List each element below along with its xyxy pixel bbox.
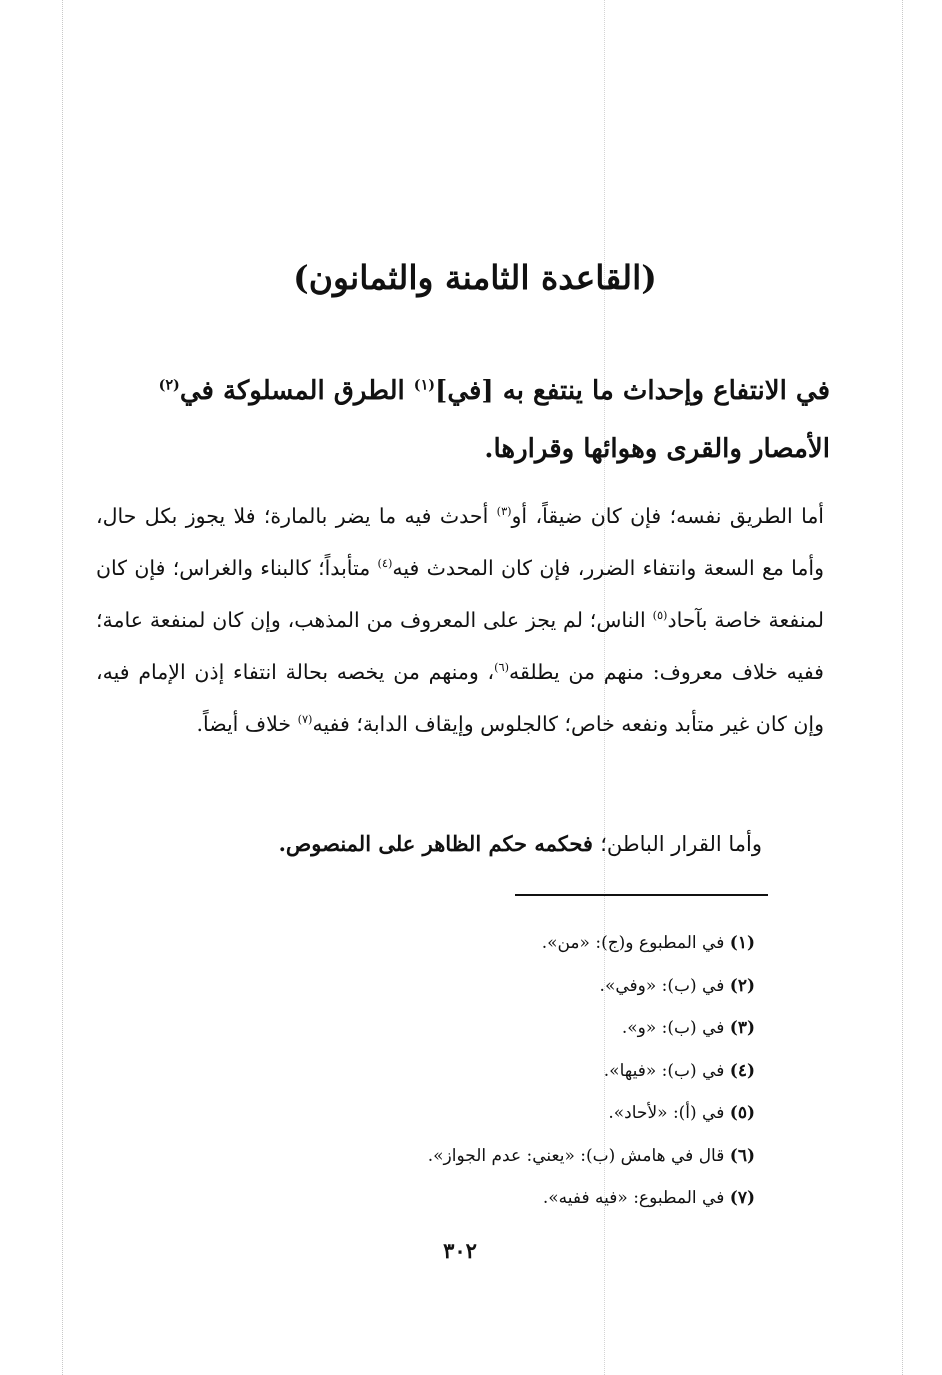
footnote-item — [230, 965, 755, 1008]
footnote-number: (٥) — [729, 1103, 755, 1123]
rule-text-part: الطرق المسلوكة في — [179, 376, 414, 406]
footnote-text: في (ب): «و». — [621, 1018, 730, 1038]
footnote-number: (٤) — [729, 1060, 755, 1081]
footnote-number: (٧) — [729, 1188, 755, 1208]
body-text-part: خلاف أيضاً. — [196, 712, 298, 736]
footnote-item — [230, 1007, 755, 1050]
rule-text-part: الأمصار والقرى وهوائها وقرارها. — [484, 434, 830, 464]
footnote-number: (١) — [729, 933, 755, 953]
footnote-ref-5: (٥) — [652, 609, 668, 623]
footnote-number: (٢) — [729, 975, 755, 996]
footnote-item — [230, 922, 755, 965]
closing-ruling: فحكمه حكم الظاهر على المنصوص. — [278, 831, 601, 856]
footnote-item — [230, 1135, 755, 1178]
rule-statement — [90, 362, 830, 478]
scan-artifact-line — [902, 0, 903, 1375]
footnote-ref-6: (٦) — [494, 661, 509, 675]
scan-artifact-line — [62, 0, 63, 1375]
footnote-item — [230, 1092, 755, 1135]
footnote-separator — [515, 894, 768, 896]
footnote-item — [230, 1050, 755, 1093]
chapter-title: (القاعدة الثامنة والثمانون) — [293, 258, 657, 297]
footnote-text: في المطبوع و(ج): «من». — [541, 933, 730, 953]
body-text-part: أحدث فيه ما يضر بالمارة؛ فلا يجوز بكل حال، وأما مع السعة وانتفاء الضرر، فإن كان المحدث فيه — [96, 504, 824, 580]
body-paragraph — [96, 490, 824, 750]
closing-paragraph — [150, 818, 762, 870]
footnote-ref-2: (٢) — [158, 377, 180, 394]
footnote-number: (٣) — [729, 1018, 755, 1038]
footnotes-list — [230, 922, 755, 1220]
footnote-item — [230, 1177, 755, 1220]
footnote-ref-7: (٧) — [297, 713, 313, 727]
footnote-ref-4: (٤) — [377, 557, 393, 571]
body-text-part: أما الطريق نفسه؛ فإن كان ضيقاً، أو — [511, 504, 824, 528]
footnote-text: قال في هامش (ب): «يعني: عدم الجواز». — [427, 1145, 730, 1166]
body-text-part: الناس؛ لم يجز على المعروف من المذهب، وإن كان لمنفعة عامة؛ ففيه خلاف معروف: منهم من يطلقه — [96, 608, 824, 684]
footnote-text: في (ب): «فيها». — [603, 1060, 730, 1081]
footnote-ref-3: (٣) — [496, 505, 512, 519]
page-number: ٣٠٢ — [443, 1238, 477, 1263]
footnote-number: (٦) — [729, 1145, 755, 1166]
footnote-text: في (ب): «وفي». — [599, 975, 730, 996]
footnote-text: في (أ): «لأحاد». — [608, 1103, 730, 1123]
body-text-part: متأبداً؛ كالبناء والغراس؛ فإن كان لمنفعة خاصة بآحاد — [96, 556, 825, 632]
footnote-ref-1: (١) — [413, 377, 436, 394]
body-text-part: ، ومنهم من يخصه بحالة انتفاء إذن الإمام فيه، وإن كان غير متأبد ونفعه خاص؛ كالجلوس وإيقاف الدابة؛ ففيه — [96, 660, 824, 736]
footnote-text: في المطبوع: «فيه ففيه». — [542, 1188, 730, 1208]
closing-lead: وأما القرار الباطن؛ — [600, 832, 762, 856]
rule-text-part: في الانتفاع وإحداث ما ينتفع به [في] — [435, 376, 830, 406]
